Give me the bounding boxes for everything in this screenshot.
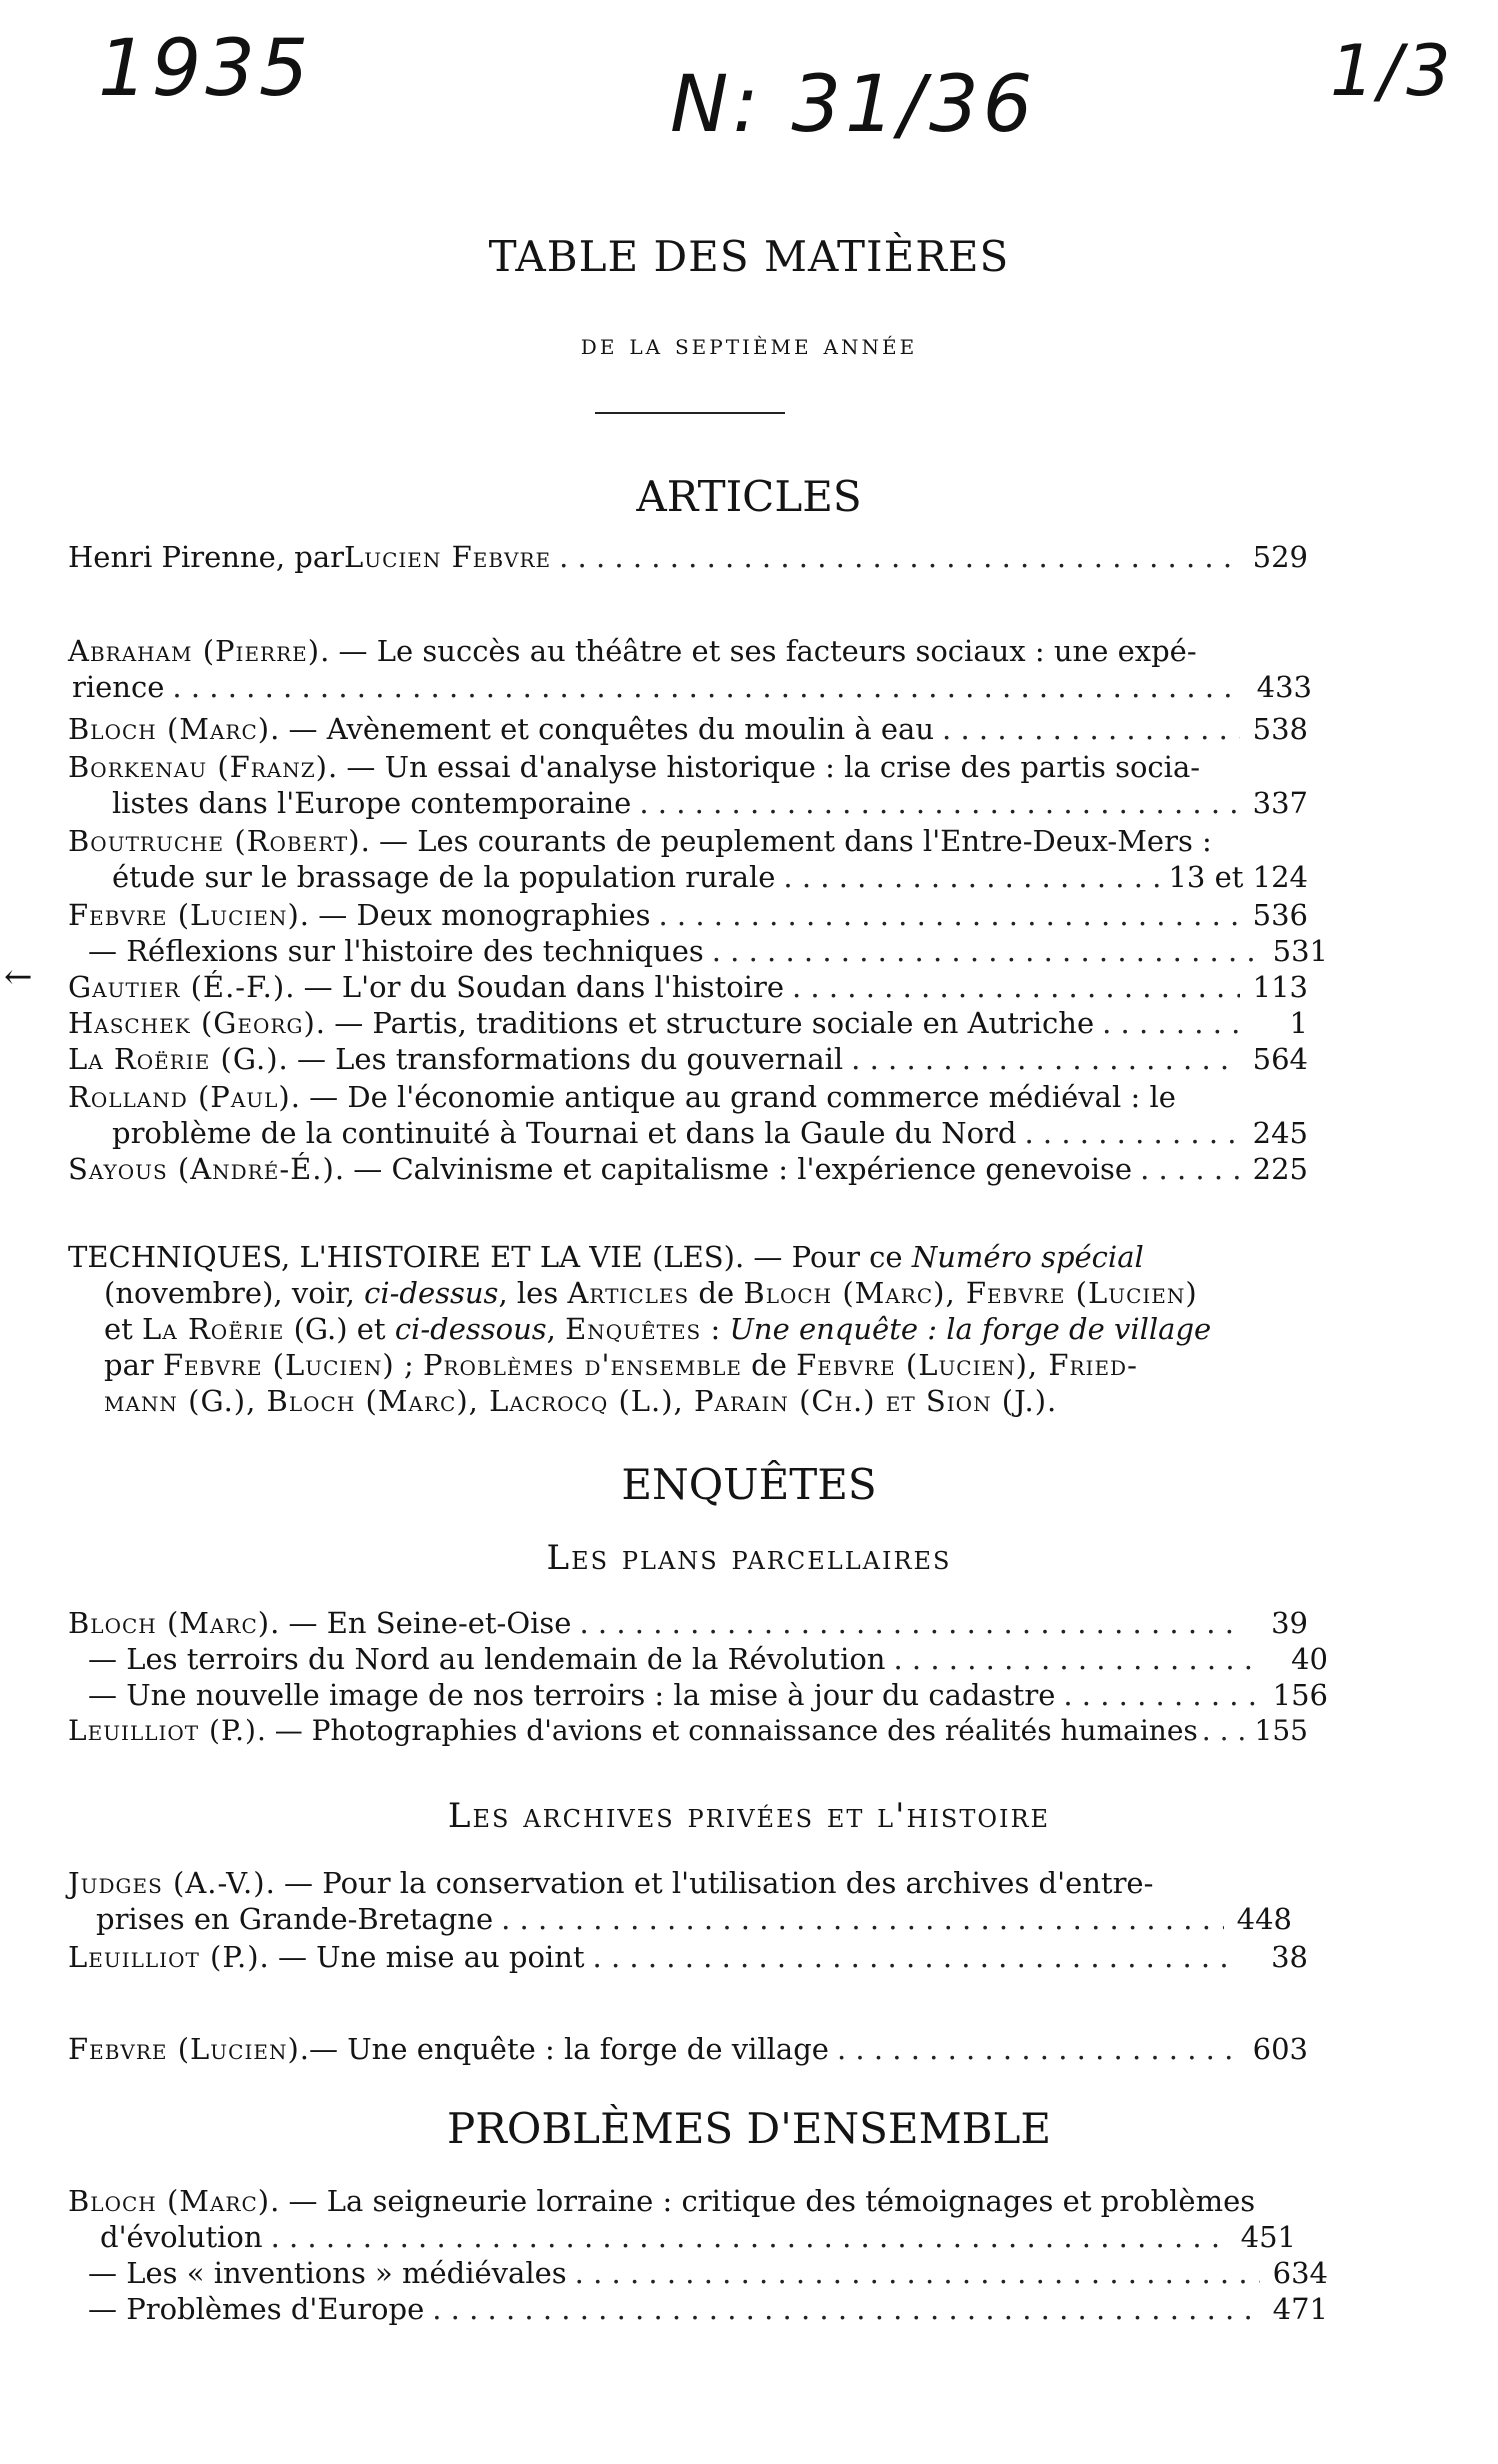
entry-text: listes dans l'Europe contemporaine <box>112 786 632 820</box>
page-number: 634 <box>1272 2256 1328 2290</box>
techniques-line-5 <box>104 1384 1300 1418</box>
page-number: 433 <box>1256 670 1312 704</box>
dot-leader <box>579 1606 1240 1640</box>
toc-entry <box>68 540 1308 580</box>
page-number: 40 <box>1291 1642 1328 1676</box>
page-number: 564 <box>1252 1042 1308 1076</box>
toc-entry <box>88 934 1328 974</box>
toc-entry-continuation <box>112 786 1308 826</box>
entry-text: — Les terroirs du Nord au lendemain de la Révolution <box>88 1642 886 1676</box>
entry-author: Judges (A.-V.) <box>68 1866 266 1900</box>
title-divider <box>595 412 785 414</box>
entry-text: . — Une mise au point <box>259 1940 585 1974</box>
dot-leader <box>593 1940 1240 1974</box>
page-number: 39 <box>1271 1606 1308 1640</box>
dot-leader <box>942 712 1240 746</box>
page-subtitle: de la septième année <box>580 328 918 361</box>
entry-text: . — Avènement et conquêtes du moulin à eau <box>270 712 935 746</box>
toc-entry <box>68 1606 1308 1646</box>
entry-author: Lucien Febvre <box>343 540 552 574</box>
page-number: 451 <box>1240 2220 1296 2254</box>
dot-leader <box>1102 1006 1240 1040</box>
entry-author: Leuilliot (P.) <box>68 1940 260 1974</box>
toc-entry <box>88 2256 1328 2296</box>
handwritten-catalog-number: N: 31/36 <box>670 60 1037 150</box>
entry-text: . — Calvinisme et capitalisme : l'expérience genevoise <box>334 1152 1133 1186</box>
page-number: 531 <box>1272 934 1328 968</box>
dot-leader <box>792 970 1240 1004</box>
page-number: 529 <box>1252 540 1308 574</box>
techniques-text: par <box>104 1348 163 1382</box>
page-number: 225 <box>1252 1152 1308 1186</box>
techniques-text: mann (G.), Bloch (Marc), Lacrocq (L.), Parain (Ch.) et Sion (J.). <box>104 1384 1058 1418</box>
entry-text: prises en Grande-Bretagne <box>96 1902 494 1936</box>
techniques-text: Febvre (Lucien), Fried- <box>796 1348 1138 1382</box>
entry-author: Haschek (Georg) <box>68 1006 316 1040</box>
entry-author: Sayous (André-É.) <box>68 1152 335 1186</box>
entry-text: rience <box>72 670 165 704</box>
toc-entry <box>68 2184 1308 2218</box>
toc-entry <box>68 1152 1308 1192</box>
toc-entry <box>68 712 1308 752</box>
techniques-text: Enquêtes <box>565 1312 702 1346</box>
dot-leader <box>1202 1714 1244 1747</box>
techniques-text: Une enquête : la forge de village <box>729 1312 1212 1346</box>
toc-entry <box>68 898 1308 938</box>
techniques-text: Bloch (Marc), Febvre (Lucien) <box>743 1276 1198 1310</box>
entry-author: Bloch (Marc) <box>68 1606 271 1640</box>
dot-leader <box>851 1042 1240 1076</box>
entry-text: . — Un essai d'analyse historique : la crise des partis socia- <box>327 750 1201 784</box>
toc-entry-continuation <box>96 1902 1292 1942</box>
techniques-text: ci-dessus <box>364 1276 499 1310</box>
entry-text: . — Photographies d'avions et connaissance des réalités humaines <box>256 1714 1198 1747</box>
entry-text: . — Pour la conservation et l'utilisation des archives d'entre- <box>265 1866 1154 1900</box>
page-number: 603 <box>1252 2032 1308 2066</box>
page-number: 156 <box>1272 1678 1328 1712</box>
page-title: TABLE DES MATIÈRES <box>488 232 1010 281</box>
entry-author: Borkenau (Franz) <box>68 750 328 784</box>
toc-entry <box>88 2292 1328 2332</box>
entry-text: . — Les transformations du gouvernail <box>278 1042 844 1076</box>
entry-text: étude sur le brassage de la population rurale <box>112 860 776 894</box>
entry-text: . — De l'économie antique au grand commerce médiéval : le <box>290 1080 1176 1114</box>
techniques-text: : <box>701 1312 730 1346</box>
entry-text: — Problèmes d'Europe <box>88 2292 425 2326</box>
handwritten-fraction: 1/3 <box>1330 30 1455 112</box>
entry-author: Boutruche (Robert) <box>68 824 361 858</box>
margin-arrow-icon: ← <box>4 957 33 997</box>
entry-text: . — Deux monographies <box>299 898 651 932</box>
techniques-line-4 <box>104 1348 1300 1382</box>
entry-text: . — Le succès au théâtre et ses facteurs sociaux : une expé- <box>320 634 1197 668</box>
entry-author: Leuilliot (P.) <box>68 1714 257 1747</box>
handwritten-year: 1935 <box>98 24 313 114</box>
dot-leader <box>501 1902 1224 1936</box>
toc-entry-continuation <box>112 860 1308 900</box>
toc-entry <box>68 1714 1308 1754</box>
dot-leader <box>639 786 1240 820</box>
page-number: 471 <box>1272 2292 1328 2326</box>
toc-entry <box>68 1866 1308 1900</box>
toc-entry <box>68 1940 1308 1980</box>
techniques-text: , les <box>498 1276 568 1310</box>
techniques-line-1 <box>68 1240 1308 1274</box>
toc-entry <box>68 2032 1308 2072</box>
dot-leader <box>1063 1678 1260 1712</box>
dot-leader <box>271 2220 1228 2254</box>
toc-entry <box>68 1006 1308 1046</box>
toc-entry <box>68 824 1308 858</box>
dot-leader <box>575 2256 1260 2290</box>
dot-leader <box>783 860 1160 894</box>
entry-text: — Une nouvelle image de nos terroirs : la mise à jour du cadastre <box>88 1678 1056 1712</box>
techniques-text: (novembre), voir, <box>104 1276 365 1310</box>
toc-entry-continuation <box>72 670 1312 710</box>
entry-text: — Les « inventions » médiévales <box>88 2256 567 2290</box>
entry-author: Bloch (Marc) <box>68 712 271 746</box>
toc-entry <box>68 634 1308 668</box>
techniques-text: de <box>741 1348 797 1382</box>
dot-leader <box>712 934 1260 968</box>
page-number: 448 <box>1236 1902 1292 1936</box>
techniques-text: ; <box>394 1348 423 1382</box>
page-number: 113 <box>1252 970 1308 1004</box>
toc-entry <box>88 1678 1328 1718</box>
dot-leader <box>894 1642 1261 1676</box>
toc-entry <box>68 750 1308 784</box>
dot-leader <box>559 540 1240 574</box>
page-number: 337 <box>1252 786 1308 820</box>
section-heading-enquetes: ENQUÊTES <box>621 1460 877 1509</box>
entry-author: Rolland (Paul) <box>68 1080 291 1114</box>
toc-entry-continuation <box>112 1116 1308 1156</box>
techniques-text: , <box>546 1312 566 1346</box>
page-number: 538 <box>1252 712 1308 746</box>
techniques-text: (G.) et <box>284 1312 395 1346</box>
entry-author: Abraham (Pierre) <box>68 634 321 668</box>
techniques-text: TECHNIQUES, L'HISTOIRE ET LA VIE (LES). — Pour ce <box>68 1240 912 1274</box>
page-number: 38 <box>1271 1940 1308 1974</box>
techniques-text: Numéro spécial <box>911 1240 1144 1274</box>
dot-leader <box>432 2292 1260 2326</box>
page-number: 245 <box>1252 1116 1308 1150</box>
entry-author: Bloch (Marc) <box>68 2184 271 2218</box>
section-heading-problemes: PROBLÈMES D'ENSEMBLE <box>447 2104 1051 2153</box>
entry-text: . — L'or du Soudan dans l'histoire <box>285 970 784 1004</box>
techniques-text: Problèmes d'ensemble <box>422 1348 742 1382</box>
entry-text: . — La seigneurie lorraine : critique des témoignages et problèmes <box>270 2184 1256 2218</box>
techniques-text: Articles <box>567 1276 690 1310</box>
techniques-line-3 <box>104 1312 1300 1346</box>
entry-author: Febvre (Lucien) <box>68 2032 300 2066</box>
page-number: 13 et 124 <box>1168 860 1308 894</box>
toc-entry <box>68 970 1308 1010</box>
entry-text: problème de la continuité à Tournai et dans la Gaule du Nord <box>112 1116 1017 1150</box>
dot-leader <box>1024 1116 1240 1150</box>
page-number: 155 <box>1254 1714 1308 1747</box>
entry-author: Gautier (É.-F.) <box>68 970 286 1004</box>
page-number: 1 <box>1289 1006 1308 1040</box>
techniques-line-2 <box>104 1276 1300 1310</box>
page-number: 536 <box>1252 898 1308 932</box>
toc-entry <box>68 1042 1308 1082</box>
dot-leader <box>172 670 1244 704</box>
dot-leader <box>1140 1152 1240 1186</box>
techniques-text: Febvre (Lucien) <box>162 1348 395 1382</box>
entry-text: — Réflexions sur l'histoire des techniques <box>88 934 704 968</box>
entry-author: La Roërie (G.) <box>68 1042 279 1076</box>
techniques-text: ci-dessous <box>394 1312 547 1346</box>
entry-text: d'évolution <box>100 2220 263 2254</box>
entry-text: . — Partis, traditions et structure sociale en Autriche <box>315 1006 1095 1040</box>
subsection-heading-plans: Les plans parcellaires <box>546 1538 952 1578</box>
entry-text: . — Les courants de peuplement dans l'Entre-Deux-Mers : <box>360 824 1212 858</box>
toc-entry-continuation <box>100 2220 1296 2260</box>
toc-entry <box>88 1642 1328 1682</box>
entry-text: . — En Seine-et-Oise <box>270 1606 572 1640</box>
entry-text: .— Une enquête : la forge de village <box>299 2032 829 2066</box>
dot-leader <box>659 898 1241 932</box>
entry-author: Febvre (Lucien) <box>68 898 300 932</box>
subsection-heading-archives: Les archives privées et l'histoire <box>447 1796 1051 1836</box>
dot-leader <box>837 2032 1240 2066</box>
techniques-text: La Roërie <box>142 1312 285 1346</box>
techniques-text: de <box>689 1276 744 1310</box>
techniques-text: et <box>104 1312 143 1346</box>
entry-text: Henri Pirenne, par <box>68 540 344 574</box>
section-heading-articles: ARTICLES <box>636 472 862 521</box>
toc-entry <box>68 1080 1308 1114</box>
